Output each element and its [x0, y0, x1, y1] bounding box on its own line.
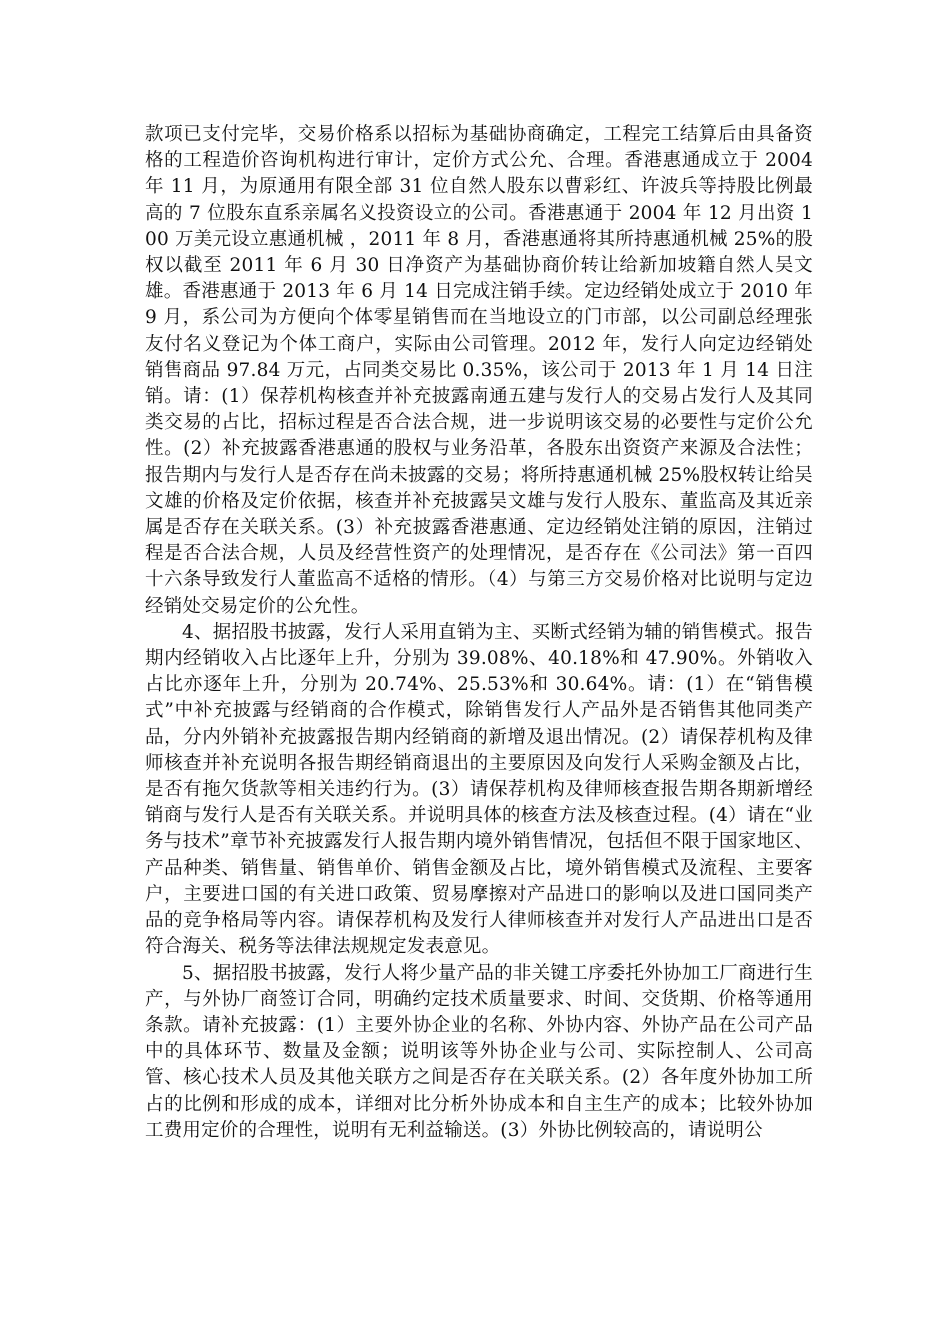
paragraph-item-4: 4、据招股书披露，发行人采用直销为主、买断式经销为辅的销售模式。报告期内经销收入占比逐年上升，分别为 39.08%、40.18%和 47.90%。外销收入占比亦逐年上升，分别为 20.74%、25.53%和 30.64%。请：(1）在“销售模式”中补充披露与经销商的合作模式，除销售发行人产品外是否销售其他同类产品，分内外销补充披露报告期内经销商的新增及退出情况。(2）请保荐机构及律师核查并补充说明各报告期经销商退出的主要原因及向发行人采购金额及占比，是否有拖欠货款等相关违约行为。(3）请保荐机构及律师核查报告期各期新增经销商与发行人是否有关联关系。并说明具体的核查方法及核查过程。(4）请在“业务与技术”章节补充披露发行人报告期内境外销售情况，包括但不限于国家地区、产品种类、销售量、销售单价、销售金额及占比，境外销售模式及流程、主要客户，主要进口国的有关进口政策、贸易摩擦对产品进口的影响以及进口国同类产品的竞争格局等内容。请保荐机构及发行人律师核查并对发行人产品进出口是否符合海关、税务等法律法规规定发表意见。: [145, 621, 813, 958]
paragraph-continuation: 款项已支付完毕，交易价格系以招标为基础协商确定，工程完工结算后由具备资格的工程造价咨询机构进行审计，定价方式公允、合理。香港惠通成立于 2004 年 11 月，为原通用有限全部 31 位自然人股东以曹彩红、许波兵等持股比例最高的 7 位股东直系亲属名义投资设立的公司。香港惠通于 2004 年 12 月出资 100 万美元设立惠通机械 ，2011 年 8 月，香港惠通将其所持惠通机械 25%的股权以截至 2011 年 6 月 30 日净资产为基础协商价转让给新加坡籍自然人吴文雄。香港惠通于 2013 年 6 月 14 日完成注销手续。定边经销处成立于 2010 年 9 月，系公司为方便向个体零星销售而在当地设立的门市部，以公司副总经理张友付名义登记为个体工商户，实际由公司管理。2012 年，发行人向定边经销处销售商品 97.84 万元，占同类交易比 0.35%，该公司于 2013 年 1 月 14 日注销。请：(1）保荐机构核查并补充披露南通五建与发行人的交易占发行人及其同类交易的占比，招标过程是否合法合规，进一步说明该交易的必要性与定价公允性。(2）补充披露香港惠通的股权与业务沿革，各股东出资资产来源及合法性；报告期内与发行人是否存在尚未披露的交易；将所持惠通机械 25%股权转让给吴文雄的价格及定价依据，核查并补充披露吴文雄与发行人股东、董监高及其近亲属是否存在关联关系。(3）补充披露香港惠通、定边经销处注销的原因，注销过程是否合法合规，人员及经营性资产的处理情况，是否存在《公司法》第一百四十六条导致发行人董监高不适格的情形。（4）与第三方交易价格对比说明与定边经销处交易定价的公允性。: [145, 124, 813, 617]
paragraph-item-5: 5、据招股书披露，发行人将少量产品的非关键工序委托外协加工厂商进行生产，与外协厂商签订合同，明确约定技术质量要求、时间、交货期、价格等通用条款。请补充披露：(1）主要外协企业的名称、外协内容、外协产品在公司产品中的具体环节、数量及金额；说明该等外协企业与公司、实际控制人、公司高管、核心技术人员及其他关联方之间是否存在关联关系。(2）各年度外协加工所占的比例和形成的成本，详细对比分析外协成本和自主生产的成本；比较外协加工费用定价的合理性，说明有无利益输送。(3）外协比例较高的，请说明公: [145, 962, 813, 1141]
document-page: [145, 122, 813, 1144]
